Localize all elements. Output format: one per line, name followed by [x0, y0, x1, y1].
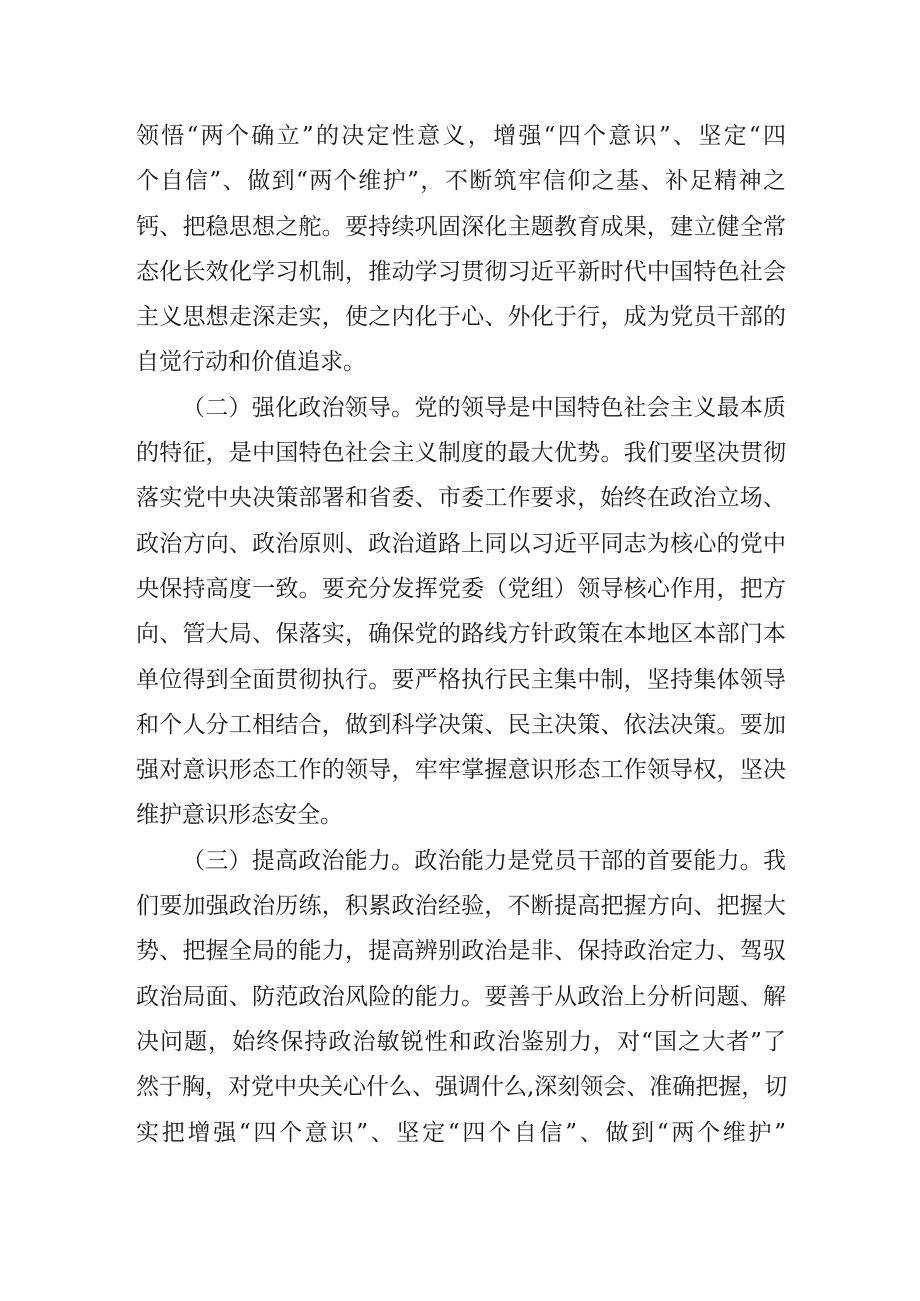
text-line: 实把增强“四个意识”、坚定“四个自信”、做到“两个维护”: [136, 1119, 786, 1146]
text-line: 政治局面、防范政治风险的能力。要善于从政治上分析问题、解: [136, 983, 786, 1010]
text-line: 钙、把稳思想之舵。要持续巩固深化主题教育成果，建立健全常: [136, 213, 786, 240]
text-line: 领悟“两个确立”的决定性意义，增强“四个意识”、坚定“四: [136, 123, 786, 149]
text-line: 政治方向、政治原则、政治道路上同以习近平同志为核心的党中: [136, 530, 786, 557]
text-line: 向、管大局、保落实，确保党的路线方针政策在本地区本部门本: [136, 621, 786, 648]
text-line: 的特征，是中国特色社会主义制度的最大优势。我们要坚决贯彻: [136, 440, 786, 467]
text-line: 个自信”、做到“两个维护”，不断筑牢信仰之基、补足精神之: [136, 168, 786, 195]
document-body: [136, 114, 786, 1156]
text-line: 维护意识形态安全。: [136, 802, 343, 829]
text-line: （三）提高政治能力。政治能力是党员干部的首要能力。我: [182, 847, 786, 874]
text-line: （二）强化政治领导。党的领导是中国特色社会主义最本质: [182, 394, 786, 421]
text-line: 央保持高度一致。要充分发挥党委（党组）领导核心作用，把方: [136, 575, 786, 602]
text-line: 势、把握全局的能力，提高辨别政治是非、保持政治定力、驾驭: [136, 938, 786, 965]
text-line: 和个人分工相结合，做到科学决策、民主决策、依法决策。要加: [136, 711, 786, 738]
text-line: 落实党中央决策部署和省委、市委工作要求，始终在政治立场、: [136, 485, 786, 512]
paragraph-2: [136, 386, 786, 839]
text-line: 们要加强政治历练，积累政治经验，不断提高把握方向、把握大: [136, 893, 786, 920]
text-line: 单位得到全面贯彻执行。要严格执行民主集中制，坚持集体领导: [136, 666, 786, 693]
paragraph-1: [136, 114, 786, 386]
text-line: 强对意识形态工作的领导，牢牢掌握意识形态工作领导权，坚决: [136, 757, 786, 784]
text-line: 然于胸，对党中央关心什么、强调什么,深刻领会、准确把握，切: [136, 1074, 788, 1101]
text-line: 自觉行动和价值追求。: [136, 349, 366, 376]
paragraph-3: [136, 839, 786, 1156]
text-line: 态化长效化学习机制，推动学习贯彻习近平新时代中国特色社会: [136, 258, 786, 285]
text-line: 主义思想走深走实，使之内化于心、外化于行，成为党员干部的: [136, 304, 786, 331]
text-line: 决问题，始终保持政治敏锐性和政治鉴别力，对“国之大者”了: [136, 1028, 786, 1055]
